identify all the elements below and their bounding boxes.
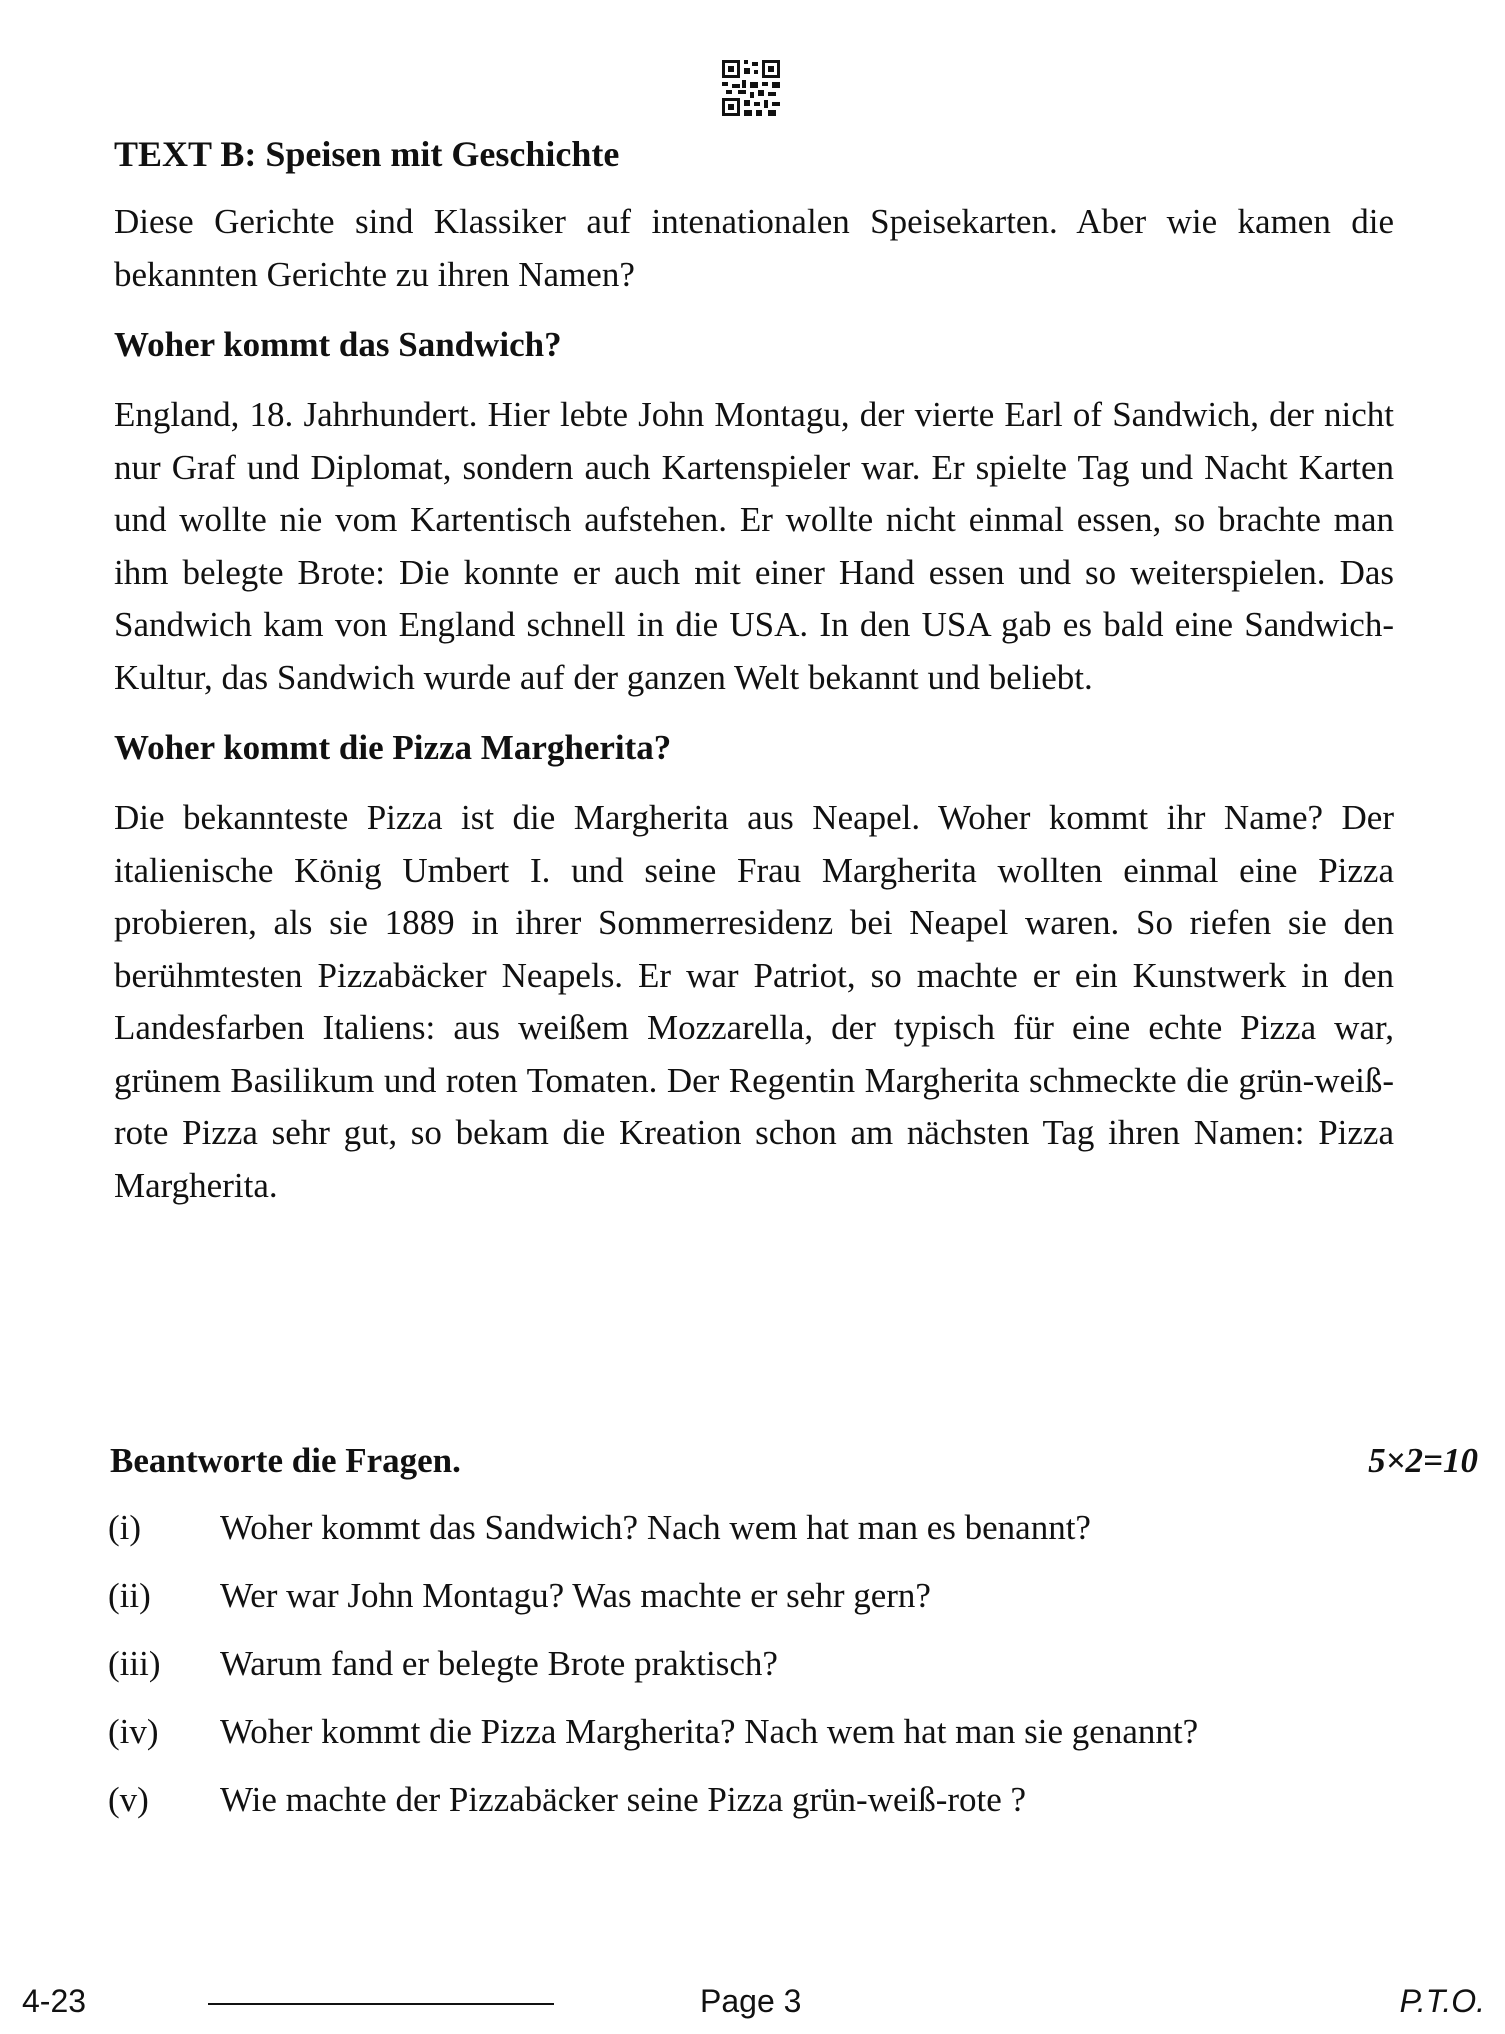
question-number: (i)	[108, 1508, 142, 1547]
question-item	[108, 1568, 1398, 1624]
question-text: Woher kommt die Pizza Margherita? Nach wem hat man sie genannt?	[220, 1712, 1199, 1751]
question-number: (v)	[108, 1780, 149, 1819]
question-text: Wer war John Montagu? Was machte er sehr gern?	[220, 1576, 931, 1615]
question-number: (iv)	[108, 1712, 159, 1751]
sandwich-paragraph: England, 18. Jahrhundert. Hier lebte John Montagu, der vierte Earl of Sandwich, der nicht nur Graf und Diplomat, sondern auch Kartenspieler war. Er spielte Tag und Nacht Karten und wollte nie vom Kartentisch aufstehen. Er wollte nicht einmal essen, so brachte man ihm belegte Brote: Die konnte er auch mit einer Hand essen und so weiterspielen. Das Sandwich kam von England schnell in die USA. In den USA gab es bald eine Sandwich-Kultur, das Sandwich wurde auf der ganzen Welt bekannt und beliebt.	[114, 395, 1394, 697]
question-item	[108, 1636, 1398, 1692]
sandwich-heading: Woher kommt das Sandwich?	[114, 325, 562, 364]
question-list	[108, 1500, 1398, 1840]
paper-code: 4-23	[22, 1983, 87, 2019]
pizza-heading: Woher kommt die Pizza Margherita?	[114, 728, 672, 767]
question-number: (ii)	[108, 1576, 151, 1615]
question-text: Woher kommt das Sandwich? Nach wem hat man es benannt?	[220, 1508, 1091, 1547]
footer-divider	[208, 2003, 554, 2005]
text-b-section	[114, 128, 1394, 1230]
qr-code-icon	[722, 60, 780, 116]
please-turn-over: P.T.O.	[1399, 1983, 1485, 2019]
question-item	[108, 1704, 1398, 1760]
question-text: Wie machte der Pizzabäcker seine Pizza grün-weiß-rote ?	[220, 1780, 1027, 1819]
task-instruction: Beantworte die Fragen.	[110, 1441, 461, 1480]
task-marks: 5×2=10	[1368, 1441, 1478, 1480]
question-number: (iii)	[108, 1644, 161, 1683]
text-b-intro: Diese Gerichte sind Klassiker auf intenationalen Speisekarten. Aber wie kamen die bekannten Gerichte zu ihren Namen?	[114, 202, 1394, 294]
question-item	[108, 1772, 1398, 1828]
text-b-title: TEXT B: Speisen mit Geschichte	[114, 134, 620, 174]
task-instruction-row	[110, 1434, 1478, 1488]
pizza-paragraph: Die bekannteste Pizza ist die Margherita aus Neapel. Woher kommt ihr Name? Der italienische König Umbert I. und seine Frau Margherita wollten einmal eine Pizza probieren, als sie 1889 in ihrer Sommerresidenz bei Neapel waren. So riefen sie den berühmtesten Pizzabäcker Neapels. Er war Patriot, so machte er ein Kunstwerk in den Landesfarben Italiens: aus weißem Mozzarella, der typisch für eine echte Pizza war, grünem Basilikum und roten Tomaten. Der Regentin Margherita schmeckte die grün-weiß-rote Pizza sehr gut, so bekam die Kreation schon am nächsten Tag ihren Namen: Pizza Margherita.	[114, 798, 1394, 1205]
page-number: Page 3	[700, 1983, 802, 2019]
page-footer	[0, 1978, 1505, 2024]
question-text: Warum fand er belegte Brote praktisch?	[220, 1644, 778, 1683]
question-item	[108, 1500, 1398, 1556]
